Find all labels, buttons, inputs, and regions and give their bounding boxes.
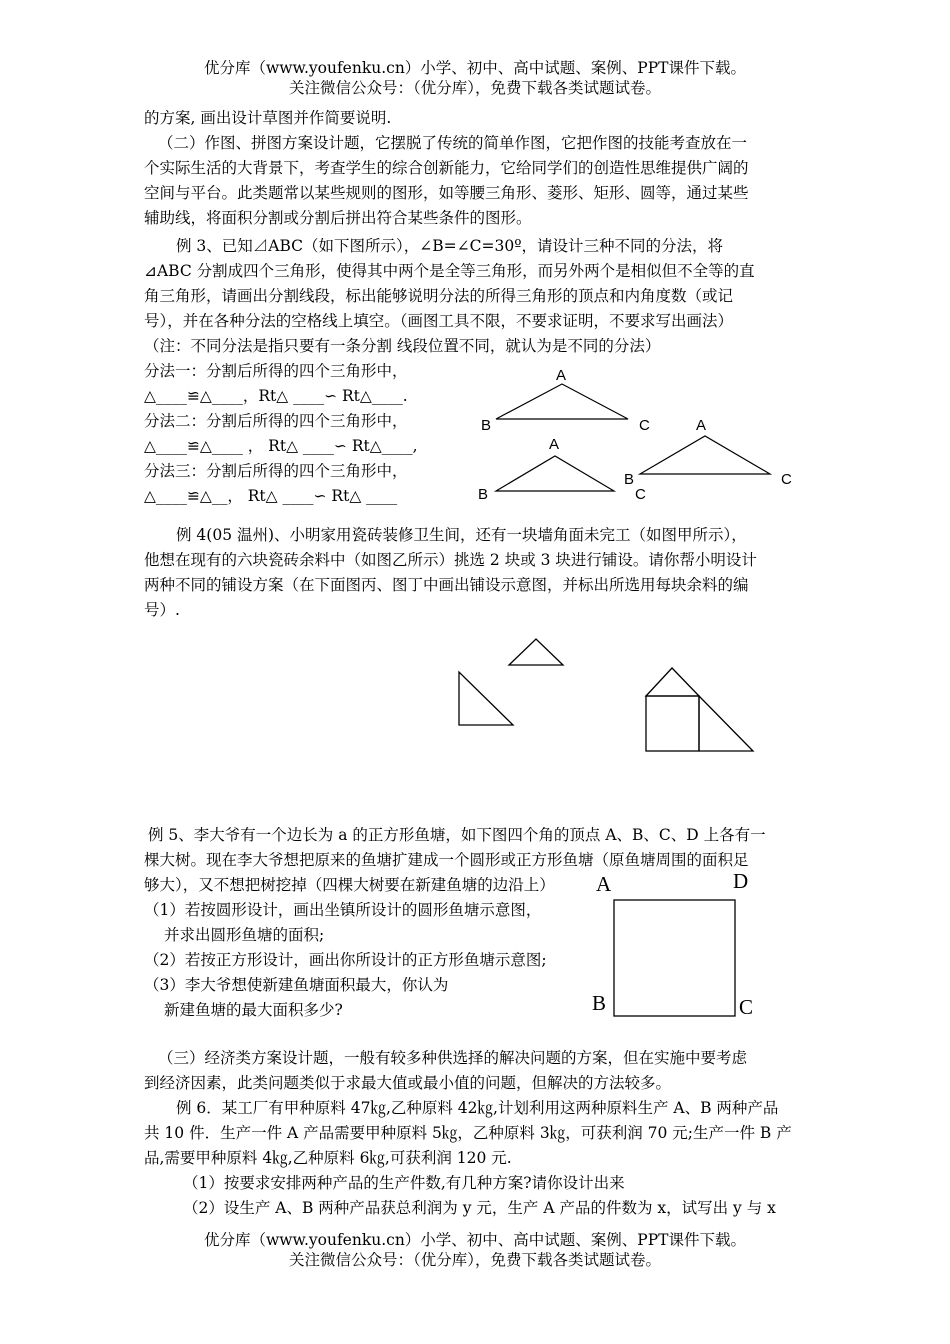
section2-line-4: 辅助线，将面积分割或分割后拼出符合某些条件的图形。	[144, 209, 532, 227]
t1-label-b: B	[481, 417, 492, 434]
example6-line-2: 共 10 件．生产一件 A 产品需要甲种原料 5㎏，乙种原料 3㎏，可获利润 70 元;生产一件 B 产	[144, 1124, 792, 1142]
method2-title: 分法二：分割后所得的四个三角形中，	[144, 412, 408, 430]
t1-label-c: C	[639, 417, 650, 434]
t1-label-a: A	[556, 367, 567, 384]
section3-line-2: 到经济因素，此类问题类似于求最大值或最小值的问题，但解决的方法较多。	[144, 1074, 672, 1092]
header-line-2: 关注微信公众号：（优分库），免费下载各类试题试卷。	[288, 79, 661, 97]
example3-line-5: （注：不同分法是指只要有一条分割 线段位置不同，就认为是不同的分法）	[144, 337, 661, 355]
method3-blanks: △____≌△__， Rt△ ____∽ Rt△ ____	[144, 487, 398, 505]
t2-label-c: C	[635, 486, 646, 503]
example3-line-1: 例 3、已知⊿ABC（如下图所示），∠B=∠C=30º，请设计三种不同的分法，将	[176, 237, 723, 255]
footer-line-1: 优分库（www.youfenku.cn）小学、初中、高中试题、案例、PPT课件下载。	[203, 1231, 747, 1249]
example3-line-4: 号），并在各种分法的空格线上填空。（画图工具不限，不要求证明，不要求写出画法）	[144, 312, 734, 330]
small-triangle-tile	[509, 639, 563, 665]
example6-line-1: 例 6．某工厂有甲种原料 47㎏,乙种原料 42㎏,计划利用这两种原料生产 A、B 两种产品	[176, 1099, 779, 1117]
pond-label-a: A	[596, 872, 612, 896]
example5-question-1b: 并求出圆形鱼塘的面积;	[164, 926, 325, 944]
example5-question-3b: 新建鱼塘的最大面积多少?	[164, 1001, 343, 1019]
intro-line: 的方案, 画出设计草图并作简要说明.	[144, 109, 392, 127]
square-tile	[646, 696, 699, 751]
footer-line-2: 关注微信公众号：（优分库），免费下载各类试题试卷。	[288, 1251, 661, 1269]
section3-line-1: （三）经济类方案设计题，一般有较多种供选择的解决问题的方案，但在实施中要考虑	[158, 1049, 748, 1067]
method1-blanks: △____≌△____，Rt△ ____∽ Rt△____.	[144, 387, 408, 405]
example4-line-2: 他想在现有的六块瓷砖余料中（如图乙所示）挑选 2 块或 3 块进行铺设。请你帮小明设计	[144, 551, 757, 569]
example6-line-3: 品,需要甲种原料 4㎏,乙种原料 6㎏,可获利润 120 元.	[144, 1149, 512, 1167]
example5-line-2: 棵大树。现在李大爷想把原来的鱼塘扩建成一个圆形或正方形鱼塘（原鱼塘周围的面积足	[144, 851, 749, 869]
t3-label-b: B	[624, 471, 635, 488]
pond-label-b: B	[592, 991, 607, 1015]
pond-label-d: D	[733, 869, 749, 893]
t2-label-a: A	[549, 436, 560, 453]
example5-question-3: （3）李大爷想使新建鱼塘面积最大，你认为	[144, 976, 449, 994]
example4-line-1: 例 4(05 温州)、小明家用瓷砖装修卫生间，还有一块墙角面未完工（如图甲所示），	[176, 526, 747, 544]
header-line-1: 优分库（www.youfenku.cn）小学、初中、高中试题、案例、PPT课件下载。	[203, 59, 747, 77]
right-triangle-tile	[459, 672, 513, 725]
method1-title: 分法一：分割后所得的四个三角形中，	[144, 362, 408, 380]
pond-label-c: C	[739, 995, 754, 1019]
section2-line-3: 空间与平台。此类题常以某些规则的图形，如等腰三角形、菱形、矩形、圆等，通过某些	[144, 184, 749, 202]
method3-title: 分法三：分割后所得的四个三角形中，	[144, 462, 408, 480]
roof-triangle-tile	[646, 668, 699, 696]
example5-question-1: （1）若按圆形设计，画出坐镇所设计的圆形鱼塘示意图，	[144, 901, 542, 919]
example3-line-3: 角三角形，请画出分割线段，标出能够说明分法的所得三角形的顶点和内角度数（或记	[144, 287, 734, 305]
pond-square	[614, 900, 735, 1016]
section2-line-2: 个实际生活的大背景下，考查学生的综合创新能力，它给同学们的创造性思维提供广阔的	[144, 159, 749, 177]
example3-line-2: ⊿ABC 分割成四个三角形，使得其中两个是全等三角形，而另外两个是相似但不全等的直	[144, 262, 755, 280]
section2-line-1: （二）作图、拼图方案设计题，它摆脱了传统的简单作图，它把作图的技能考查放在一	[158, 134, 748, 152]
example6-line-4: （1）按要求安排两种产品的生产件数,有几种方案?请你设计出来	[183, 1174, 625, 1192]
triangle-1	[496, 384, 628, 419]
triangle-2	[496, 456, 614, 491]
example5-line-1: 例 5、李大爷有一个边长为 a 的正方形鱼塘，如下图四个角的顶点 A、B、C、D 上各有一	[148, 826, 766, 844]
method2-blanks: △____≌△____ ， Rt△ ____∽ Rt△____,	[144, 437, 418, 455]
example5-question-2: （2）若按正方形设计，画出你所设计的正方形鱼塘示意图;	[144, 951, 547, 969]
t2-label-b: B	[478, 486, 489, 503]
example4-line-3: 两种不同的铺设方案（在下面图丙、图丁中画出铺设示意图，并标出所选用每块余料的编	[144, 576, 749, 594]
example4-line-4: 号）.	[144, 601, 180, 619]
t3-label-c: C	[781, 471, 792, 488]
example5-line-3: 够大），又不想把树挖掉（四棵大树要在新建鱼塘的边沿上）	[144, 876, 555, 894]
t3-label-a: A	[696, 417, 707, 434]
side-triangle-tile	[699, 696, 753, 751]
example6-line-5: （2）设生产 A、B 两种产品获总利润为 y 元，生产 A 产品的件数为 x，试写出 y 与 x	[183, 1199, 776, 1217]
triangle-3	[640, 436, 770, 474]
